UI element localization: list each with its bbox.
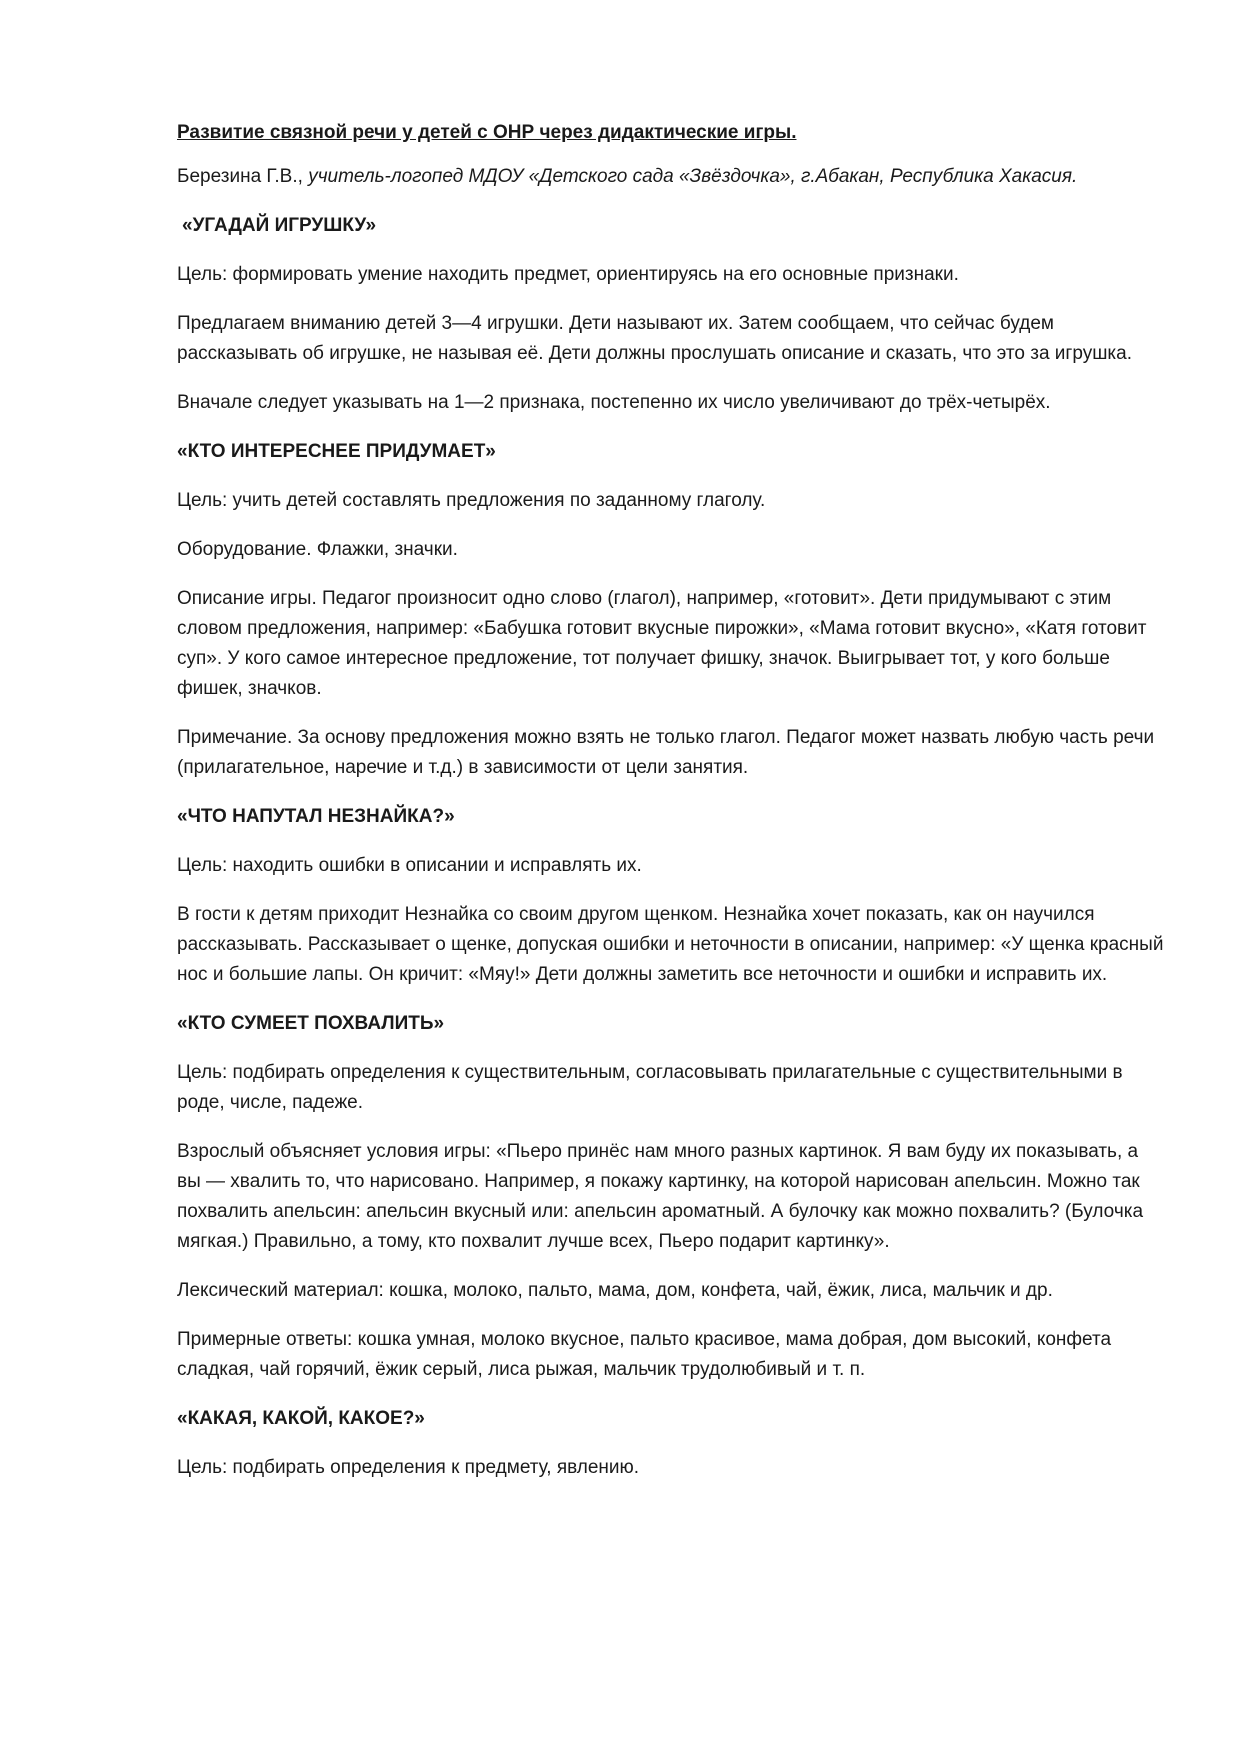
section-paragraph: Цель: подбирать определения к существительным, согласовывать прилагательные с существительными в роде, числе, падеже. [177,1062,1123,1113]
author-line [177,162,1167,192]
section-paragraph: Цель: находить ошибки в описании и исправлять их. [177,855,642,876]
section-paragraph: Предлагаем вниманию детей 3—4 игрушки. Дети называют их. Затем сообщаем, что сейчас будем рассказывать об игрушке, не называя её. Дети должны прослушать описание и сказать, что это за игрушка. [177,313,1133,364]
document-body [177,118,1167,1502]
section-paragraph: Цель: учить детей составлять предложения по заданному глаголу. [177,490,766,511]
section-heading-which: «КАКАЯ, КАКОЙ, КАКОЕ?» [177,1408,425,1429]
author-name: Березина Г.В., [177,166,303,187]
section-heading-who-invents: «КТО ИНТЕРЕСНЕЕ ПРИДУМАЕТ» [177,441,496,462]
document-title: Развитие связной речи у детей с ОНР через дидактические игры. [177,122,797,143]
section-paragraph: Примерные ответы: кошка умная, молоко вкусное, пальто красивое, мама добрая, дом высокий, конфета сладкая, чай горячий, ёжик серый, лиса рыжая, мальчик трудолюбивый и т. п. [177,1329,1112,1380]
section-heading-neznaika: «ЧТО НАПУТАЛ НЕЗНАЙКА?» [177,806,455,827]
section-heading-who-can-praise: «КТО СУМЕЕТ ПОХВАЛИТЬ» [177,1013,445,1034]
section-paragraph: Описание игры. Педагог произносит одно слово (глагол), например, «готовит». Дети придумывают с этим словом предложения, например: «Бабушка готовит вкусные пирожки», «Мама готовит вкусно», «Катя готовит суп». У кого самое интересное предложение, тот получает фишку, значок. Выигрывает тот, у кого больше фишек, значков. [177,588,1147,699]
section-heading-guess-toy: «УГАДАЙ ИГРУШКУ» [182,215,377,236]
section-paragraph: В гости к детям приходит Незнайка со своим другом щенком. Незнайка хочет показать, как он научился рассказывать. Рассказывает о щенке, допуская ошибки и неточности в описании, например: «У щенка красный нос и большие лапы. Он кричит: «Мяу!» Дети должны заметить все неточности и ошибки и исправить их. [177,904,1164,985]
section-paragraph: Цель: формировать умение находить предмет, ориентируясь на его основные признаки. [177,264,959,285]
section-paragraph: Лексический материал: кошка, молоко, пальто, мама, дом, конфета, чай, ёжик, лиса, мальчик и др. [177,1280,1053,1301]
section-paragraph: Взрослый объясняет условия игры: «Пьеро принёс нам много разных картинок. Я вам буду их показывать, а вы — хвалить то, что нарисовано. Например, я покажу картинку, на которой нарисован апельсин. Можно так похвалить апельсин: апельсин вкусный или: апельсин ароматный. А булочку как можно похвалить? (Булочка мягкая.) Правильно, а тому, кто похвалит лучше всех, Пьеро подарит картинку». [177,1141,1144,1252]
section-paragraph: Примечание. За основу предложения можно взять не только глагол. Педагог может назвать любую часть речи (прилагательное, наречие и т.д.) в зависимости от цели занятия. [177,727,1155,778]
section-paragraph: Цель: подбирать определения к предмету, явлению. [177,1457,640,1478]
author-role: учитель-логопед МДОУ «Детского сада «Звёздочка», г.Абакан, Республика Хакасия. [308,166,1078,187]
section-paragraph: Оборудование. Флажки, значки. [177,539,458,560]
section-paragraph: Вначале следует указывать на 1—2 признака, постепенно их число увеличивают до трёх-четырёх. [177,392,1051,413]
